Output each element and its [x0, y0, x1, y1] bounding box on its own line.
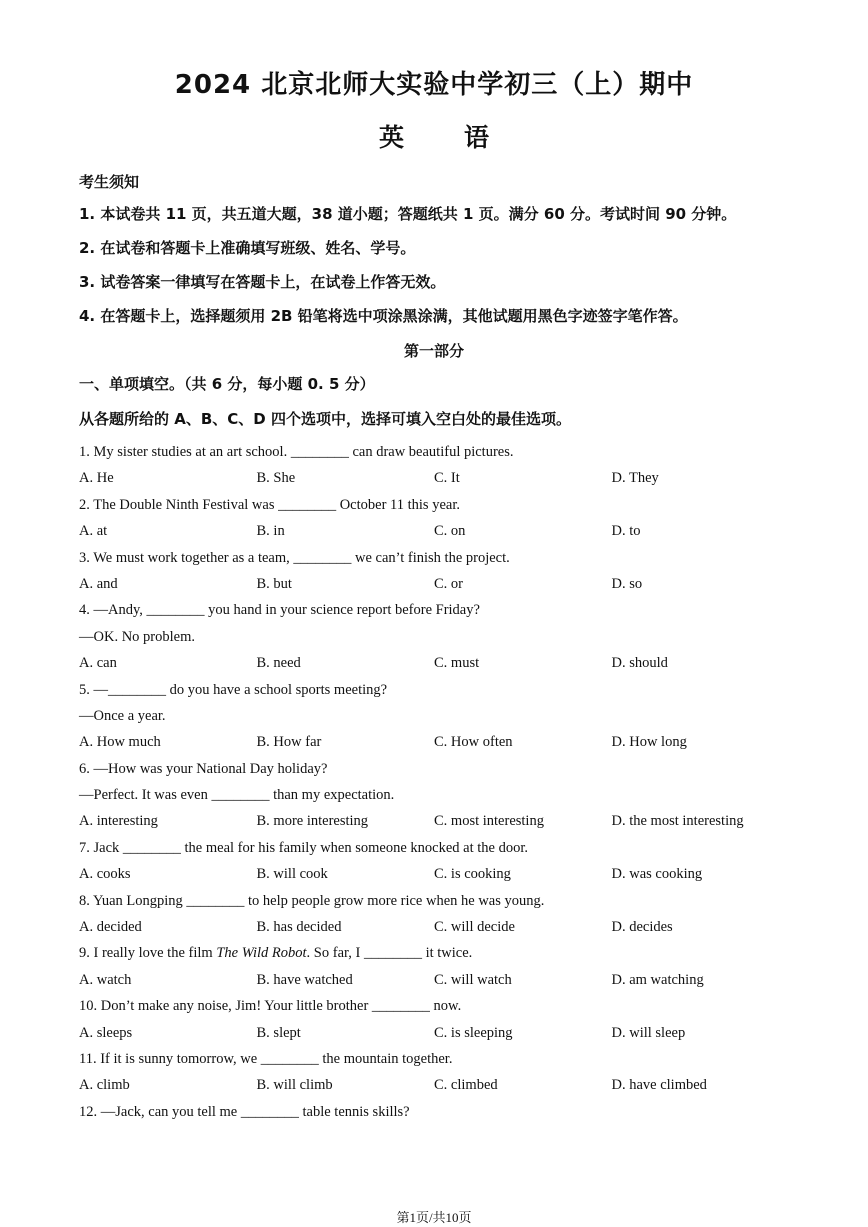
- option-row: [79, 650, 839, 676]
- question-item: [79, 888, 839, 941]
- question-stem: 10. Don’t make any noise, Jim! Your little brother ________ now.: [79, 998, 462, 1015]
- option-a: A. cooks: [79, 866, 131, 883]
- option-b: B. She: [256, 470, 296, 487]
- notice-item-2: 2. 在试卷和答题卡上准确填写班级、姓名、学号。: [79, 239, 416, 257]
- option-b: B. have watched: [256, 971, 353, 988]
- question-stem: 2. The Double Ninth Festival was ________ October 11 this year.: [79, 496, 460, 513]
- option-d: D. How long: [611, 734, 687, 751]
- option-row: [79, 861, 839, 887]
- option-d: D. should: [611, 655, 668, 672]
- question-item: [79, 597, 839, 676]
- option-a: A. decided: [79, 919, 142, 936]
- film-title: The Wild Robot: [216, 945, 307, 962]
- page-title: 2024 北京北师大实验中学初三（上）期中: [174, 70, 694, 100]
- option-row: [79, 1020, 839, 1046]
- option-row: [79, 914, 839, 940]
- option-a: A. at: [79, 523, 108, 540]
- question-item: [79, 756, 839, 835]
- option-a: A. can: [79, 655, 117, 672]
- question-item: [79, 1099, 839, 1125]
- option-d: D. the most interesting: [611, 813, 744, 830]
- option-row: [79, 518, 839, 544]
- option-a: A. climb: [79, 1077, 130, 1094]
- option-b: B. in: [256, 523, 285, 540]
- exam-notice: [79, 170, 859, 338]
- option-d: D. They: [611, 470, 659, 487]
- option-b: B. need: [256, 655, 301, 672]
- notice-item-3: 3. 试卷答案一律填写在答题卡上，在试卷上作答无效。: [79, 273, 446, 291]
- option-a: A. How much: [79, 734, 161, 751]
- option-c: C. will watch: [434, 971, 512, 988]
- option-c: C. on: [434, 523, 466, 540]
- option-c: C. It: [434, 470, 460, 487]
- notice-item-1: 1. 本试卷共 11 页，共五道大题，38 道小题；答题纸共 1 页。满分 60 分。考试时间 90 分钟。: [79, 205, 737, 223]
- part-title: 第一部分: [403, 342, 464, 360]
- option-a: A. interesting: [79, 813, 158, 830]
- option-d: D. will sleep: [611, 1024, 686, 1041]
- question-stem: 9. I really love the film The Wild Robot. So far, I ________ it twice.: [79, 945, 473, 962]
- notice-item-4: 4. 在答题卡上，选择题须用 2B 铅笔将选中项涂黑涂满，其他试题用黑色字迹签字笔作答。: [79, 307, 688, 325]
- option-d: D. to: [611, 523, 641, 540]
- option-b: B. but: [256, 575, 292, 592]
- option-c: C. is cooking: [434, 866, 511, 883]
- option-b: B. How far: [256, 734, 322, 751]
- option-c: C. must: [434, 655, 480, 672]
- option-c: C. or: [434, 575, 463, 592]
- section-instruction: 从各题所给的 A、B、C、D 四个选项中，选择可填入空白处的最佳选项。: [79, 410, 571, 428]
- option-row: [79, 967, 839, 993]
- option-c: C. is sleeping: [434, 1024, 513, 1041]
- option-a: A. sleeps: [79, 1024, 133, 1041]
- question-item: [79, 1046, 839, 1099]
- question-item: [79, 835, 839, 888]
- page-footer: 第1页/共10页: [396, 1210, 472, 1225]
- question-stem: 1. My sister studies at an art school. ________ can draw beautiful pictures.: [79, 444, 514, 460]
- question-item: [79, 940, 839, 993]
- option-d: D. decides: [611, 919, 673, 936]
- option-row: [79, 465, 839, 491]
- section-title: 一、单项填空。（共 6 分，每小题 0. 5 分）: [79, 375, 375, 393]
- option-row: [79, 808, 839, 834]
- question-item: [79, 545, 839, 598]
- option-c: C. How often: [434, 734, 513, 751]
- option-b: B. more interesting: [256, 813, 369, 830]
- option-row: [79, 571, 839, 597]
- option-a: A. He: [79, 470, 114, 487]
- option-b: B. will cook: [256, 866, 328, 883]
- subject-char-2: 语: [464, 123, 490, 152]
- question-dialogue-line: —Once a year.: [79, 707, 166, 724]
- question-stem: 5. —________ do you have a school sports meeting?: [79, 681, 388, 698]
- option-a: A. watch: [79, 971, 132, 988]
- subject-title: [0, 118, 868, 154]
- question-item: [79, 439, 839, 492]
- option-b: B. will climb: [256, 1077, 333, 1094]
- option-d: D. am watching: [611, 971, 704, 988]
- option-row: [79, 729, 839, 755]
- question-dialogue-line: —OK. No problem.: [79, 628, 195, 645]
- question-item: [79, 492, 839, 545]
- option-a: A. and: [79, 575, 118, 592]
- subject-char-1: 英: [378, 123, 404, 152]
- option-row: [79, 1072, 839, 1098]
- question-stem: 7. Jack ________ the meal for his family when someone knocked at the door.: [79, 839, 528, 856]
- option-d: D. so: [611, 575, 643, 592]
- option-b: B. has decided: [256, 919, 342, 936]
- question-item: [79, 677, 839, 756]
- question-item: [79, 993, 839, 1046]
- question-stem: 8. Yuan Longping ________ to help people grow more rice when he was young.: [79, 892, 545, 909]
- question-stem: 12. —Jack, can you tell me ________ table tennis skills?: [79, 1103, 410, 1120]
- question-stem: 3. We must work together as a team, ________ we can’t finish the project.: [79, 549, 510, 566]
- question-stem: 11. If it is sunny tomorrow, we ________ the mountain together.: [79, 1050, 453, 1067]
- question-list: [79, 439, 839, 1125]
- option-d: D. was cooking: [611, 866, 703, 883]
- option-b: B. slept: [256, 1024, 301, 1041]
- option-c: C. climbed: [434, 1077, 498, 1094]
- question-stem: 4. —Andy, ________ you hand in your science report before Friday?: [79, 602, 480, 619]
- option-c: C. will decide: [434, 919, 515, 936]
- option-c: C. most interesting: [434, 813, 544, 830]
- notice-heading: 考生须知: [79, 173, 140, 191]
- question-stem: 6. —How was your National Day holiday?: [79, 760, 328, 777]
- question-dialogue-line: —Perfect. It was even ________ than my expectation.: [79, 787, 395, 804]
- option-d: D. have climbed: [611, 1077, 707, 1094]
